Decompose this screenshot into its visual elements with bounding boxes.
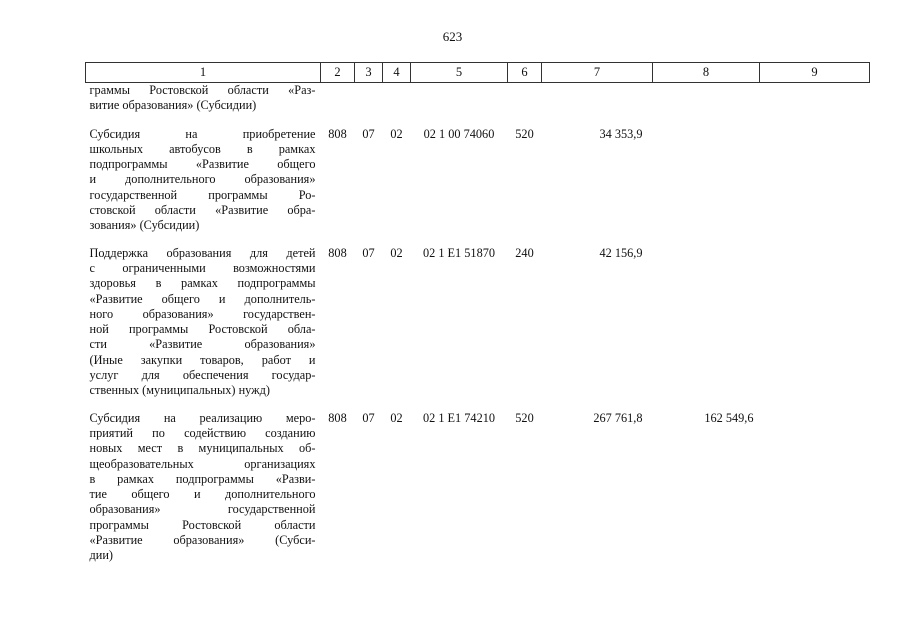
row-sum-2: 162 549,6 (704, 410, 754, 425)
row-sum-3 (760, 246, 870, 411)
description-line: школьных автобусов в рамках (89, 141, 316, 156)
row-sum-2 (653, 246, 760, 411)
row-section: 07 (362, 410, 375, 425)
description-line: Субсидия на реализацию меро- (89, 410, 316, 425)
row-target-article (411, 83, 508, 127)
row-sum-2 (653, 127, 760, 246)
row-subsection: 02 (390, 410, 403, 425)
row-expense-type (508, 83, 542, 127)
row-section: 07 (362, 245, 375, 260)
row-target-article: 02 1 E1 51870 (422, 245, 496, 260)
budget-table (85, 62, 870, 576)
row-subsection (383, 83, 411, 127)
description-line: Поддержка образования для детей (89, 245, 316, 260)
header-cell-expense-type: 6 (508, 63, 542, 83)
row-description (86, 411, 321, 576)
description-line: витие образования» (Субсидии) (89, 98, 257, 113)
header-cell-sum-2: 8 (653, 63, 760, 83)
description-line: здоровья в рамках подпрограммы (89, 276, 316, 291)
description-line: «Развитие общего и дополнитель- (89, 291, 316, 306)
table-row (86, 127, 870, 246)
row-ministry: 808 (328, 126, 347, 141)
row-description (86, 83, 321, 127)
row-section: 07 (362, 126, 375, 141)
row-expense-type: 520 (515, 410, 534, 425)
row-section (355, 83, 383, 127)
row-sum-3 (760, 127, 870, 246)
page-number: 623 (442, 29, 463, 44)
row-subsection: 02 (390, 245, 403, 260)
description-line: граммы Ростовской области «Раз- (89, 83, 316, 97)
header-cell-sum-3: 9 (760, 63, 870, 83)
row-sum-3 (760, 83, 870, 127)
description-line: и дополнительного образования» (89, 172, 316, 187)
header-cell-sum-1: 7 (542, 63, 653, 83)
header-cell-description: 1 (86, 63, 321, 83)
header-cell-target-article: 5 (411, 63, 508, 83)
header-cell-subsection: 4 (383, 63, 411, 83)
description-line: тие общего и дополнительного (89, 487, 316, 502)
row-sum-3 (760, 411, 870, 576)
header-row (86, 63, 870, 83)
description-line: сти «Развитие образования» (89, 337, 316, 352)
header-cell-section: 3 (355, 63, 383, 83)
description-line: ственных (муниципальных) нужд) (89, 383, 270, 398)
row-target-article: 02 1 00 74060 (423, 126, 495, 141)
description-line: новых мест в муниципальных об- (89, 441, 316, 456)
row-expense-type: 240 (515, 245, 534, 260)
description-line: щеобразовательных организациях (89, 456, 316, 471)
row-ministry: 808 (328, 245, 347, 260)
description-line: дии) (89, 548, 114, 563)
description-line: в рамках подпрограммы «Разви- (89, 471, 316, 486)
description-line: услуг для обеспечения государ- (89, 368, 316, 383)
description-line: образования» государственной (89, 502, 316, 517)
description-line: ной программы Ростовской обла- (89, 322, 316, 337)
description-line: государственной программы Ро- (89, 187, 316, 202)
description-line: приятий по содействию созданию (89, 425, 316, 440)
row-target-article: 02 1 E1 74210 (422, 410, 496, 425)
description-line: с ограниченными возможностями (89, 260, 316, 275)
row-sum-1: 42 156,9 (599, 245, 643, 260)
row-sum-2 (653, 83, 760, 127)
row-ministry: 808 (328, 410, 347, 425)
description-line: стовской области «Развитие обра- (89, 203, 316, 218)
description-line: зования» (Субсидии) (89, 218, 200, 233)
row-sum-1: 267 761,8 (593, 410, 643, 425)
row-description (86, 127, 321, 246)
description-line: программы Ростовской области (89, 517, 316, 532)
table-row (86, 411, 870, 576)
description-line: подпрограммы «Развитие общего (89, 157, 316, 172)
description-line: (Иные закупки товаров, работ и (89, 352, 316, 367)
row-sum-1 (542, 83, 653, 127)
table-row (86, 83, 870, 127)
row-description (86, 246, 321, 411)
row-ministry (321, 83, 355, 127)
header-cell-ministry: 2 (321, 63, 355, 83)
description-line: ного образования» государствен- (89, 306, 316, 321)
row-sum-1: 34 353,9 (599, 126, 643, 141)
description-line: Субсидия на приобретение (89, 126, 316, 141)
table-row (86, 246, 870, 411)
row-subsection: 02 (390, 126, 403, 141)
description-line: «Развитие образования» (Субси- (89, 533, 316, 548)
row-expense-type: 520 (515, 126, 534, 141)
